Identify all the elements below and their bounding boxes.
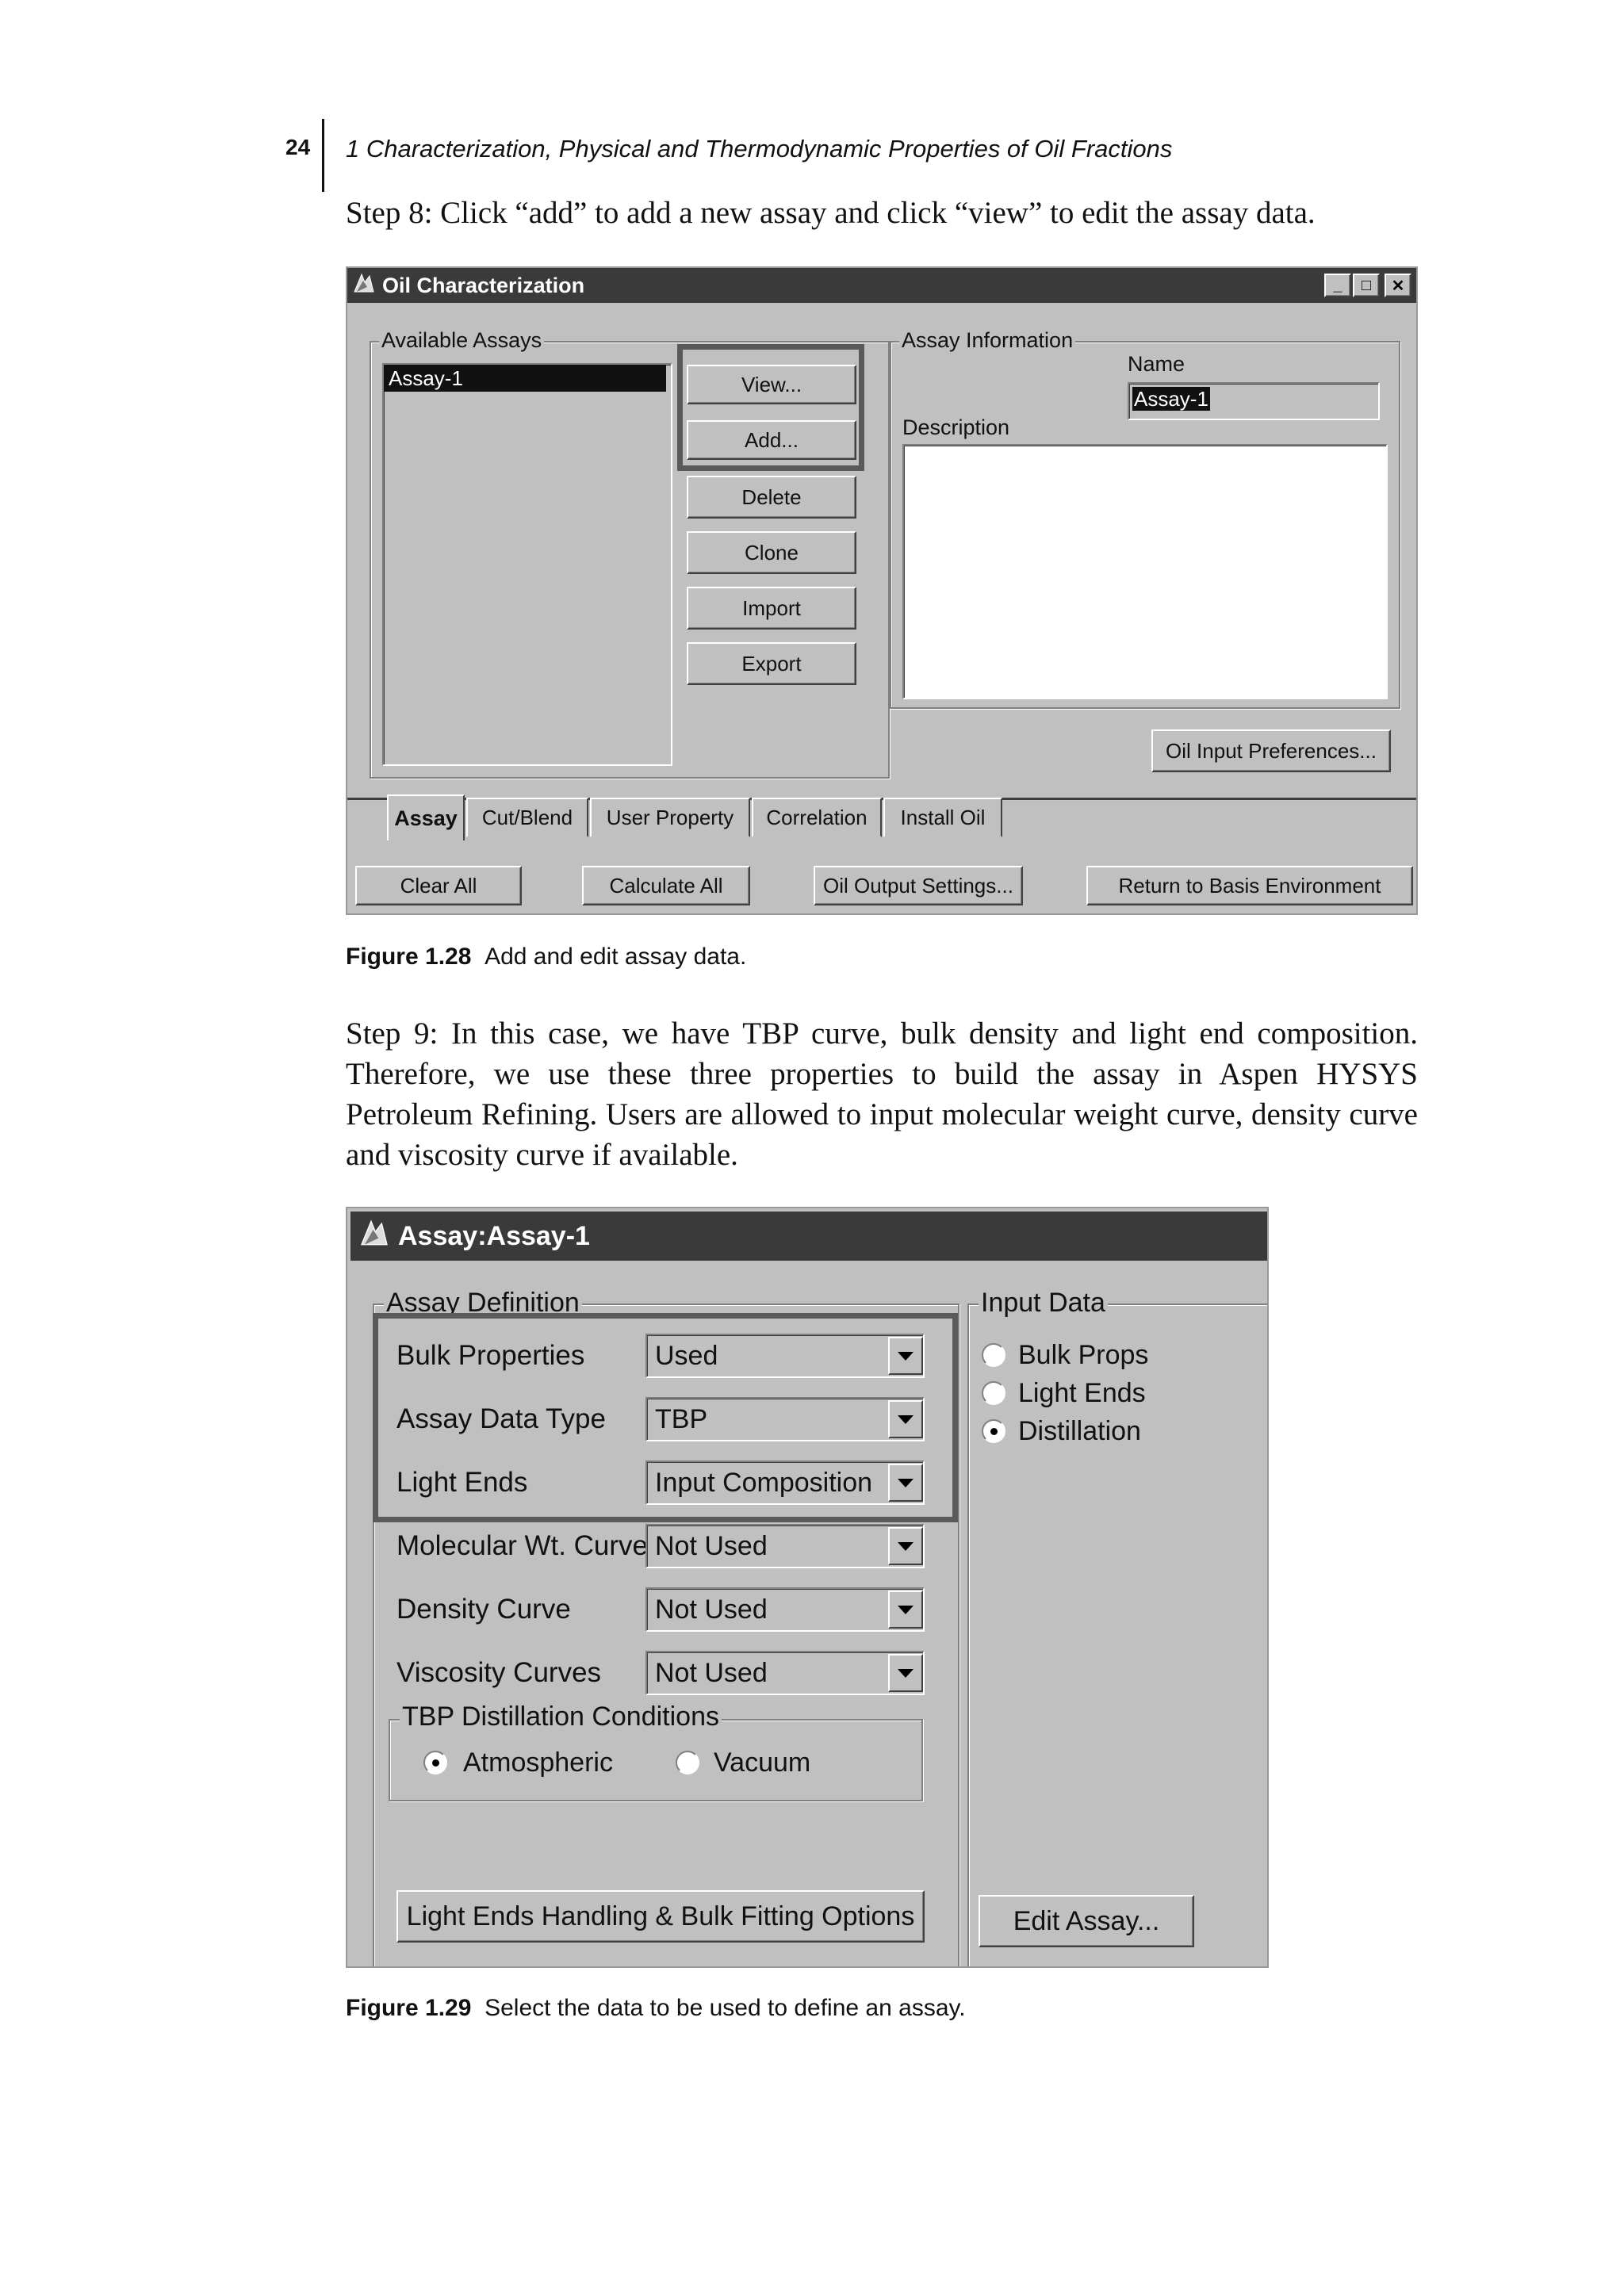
light-ends-select[interactable] (645, 1460, 925, 1505)
chevron-down-icon[interactable] (888, 1464, 923, 1502)
calculate-all-button[interactable]: Calculate All (582, 866, 750, 905)
light-ends-radio[interactable] (982, 1381, 1005, 1405)
light-ends-handling-button[interactable]: Light Ends Handling & Bulk Fitting Options (396, 1890, 925, 1943)
name-field-value: Assay-1 (1134, 387, 1208, 411)
assay-data-type-label: Assay Data Type (396, 1403, 606, 1434)
header-rule (322, 119, 324, 192)
add-button[interactable]: Add... (687, 420, 856, 460)
bulk-properties-label: Bulk Properties (396, 1340, 585, 1371)
chevron-down-icon[interactable] (888, 1337, 923, 1375)
chevron-down-icon[interactable] (888, 1527, 923, 1565)
bulk-props-radio[interactable] (982, 1343, 1005, 1367)
viscosity-curves-label: Viscosity Curves (396, 1657, 602, 1688)
window-titlebar (350, 1212, 1267, 1261)
running-head: 1 Characterization, Physical and Thermodynamic Properties of Oil Fractions (346, 135, 1173, 163)
window-title: Assay:Assay-1 (398, 1220, 590, 1251)
distillation-radio[interactable] (982, 1419, 1005, 1443)
maximize-button[interactable]: □ (1353, 274, 1380, 297)
viscosity-curves-select[interactable] (645, 1651, 925, 1695)
available-assays-label: Available Assays (379, 328, 544, 353)
vacuum-radio[interactable] (676, 1751, 699, 1774)
assay-information-label: Assay Information (899, 328, 1075, 353)
figure-1-28-label: Figure 1.28 (346, 944, 472, 970)
vacuum-label: Vacuum (714, 1748, 811, 1778)
minimize-button[interactable]: _ (1324, 274, 1351, 297)
light-ends-label: Light Ends (396, 1467, 528, 1498)
edit-assay-button[interactable]: Edit Assay... (979, 1895, 1194, 1947)
clear-all-button[interactable]: Clear All (355, 866, 522, 905)
molecular-wt-curve-select[interactable] (645, 1524, 925, 1568)
hysys-app-icon (352, 271, 376, 301)
tab-correlation[interactable]: Correlation (752, 798, 882, 837)
distillation-label: Distillation (1018, 1416, 1141, 1446)
assay-window (346, 1207, 1269, 1968)
oil-input-preferences-button[interactable]: Oil Input Preferences... (1151, 729, 1391, 772)
molecular-wt-curve-label: Molecular Wt. Curve (396, 1530, 649, 1561)
tab-cut-blend[interactable]: Cut/Blend (466, 798, 588, 837)
import-button[interactable]: Import (687, 587, 856, 630)
viscosity-curves-value: Not Used (655, 1657, 768, 1688)
list-item[interactable]: Assay-1 (384, 365, 666, 392)
tab-assay[interactable]: Assay (387, 794, 465, 840)
assay-data-type-select[interactable] (645, 1397, 925, 1441)
window-titlebar (347, 268, 1416, 303)
atmospheric-radio[interactable] (423, 1751, 447, 1774)
description-label: Description (902, 415, 1010, 439)
bulk-props-label: Bulk Props (1018, 1340, 1149, 1370)
radio-selected-dot (990, 1428, 998, 1435)
hysys-app-icon (358, 1217, 390, 1256)
input-data-label: Input Data (979, 1288, 1108, 1319)
name-field[interactable] (1128, 382, 1380, 420)
assay-list[interactable] (382, 363, 672, 766)
step-8-text: Step 8: Click “add” to add a new assay and click “view” to edit the assay data. (346, 196, 1316, 230)
light-ends-option-label: Light Ends (1018, 1378, 1146, 1408)
light-ends-value: Input Composition (655, 1467, 873, 1498)
tab-install-oil[interactable]: Install Oil (883, 798, 1002, 837)
assay-data-type-value: TBP (655, 1403, 708, 1434)
figure-1-29-text: Select the data to be used to define an assay. (485, 1995, 966, 2021)
page-number: 24 (285, 135, 311, 159)
window-title: Oil Characterization (382, 273, 585, 297)
density-curve-label: Density Curve (396, 1594, 571, 1625)
figure-1-29-caption (346, 1995, 966, 2022)
export-button[interactable]: Export (687, 642, 856, 685)
chevron-down-icon[interactable] (888, 1400, 923, 1438)
tbp-conditions-label: TBP Distillation Conditions (400, 1702, 722, 1732)
bulk-properties-value: Used (655, 1340, 718, 1371)
tab-user-property[interactable]: User Property (590, 798, 750, 837)
atmospheric-label: Atmospheric (463, 1748, 613, 1778)
figure-1-29-label: Figure 1.29 (346, 1995, 472, 2021)
assay-definition-label: Assay Definition (384, 1288, 582, 1319)
figure-1-28-text: Add and edit assay data. (485, 944, 747, 970)
clone-button[interactable]: Clone (687, 531, 856, 574)
density-curve-select[interactable] (645, 1587, 925, 1632)
bulk-properties-select[interactable] (645, 1334, 925, 1378)
density-curve-value: Not Used (655, 1594, 768, 1625)
radio-selected-dot (432, 1759, 439, 1767)
description-field[interactable] (902, 444, 1388, 699)
name-label: Name (1128, 352, 1185, 376)
molecular-wt-curve-value: Not Used (655, 1530, 768, 1561)
close-button[interactable]: ✕ (1385, 274, 1411, 297)
return-to-basis-button[interactable]: Return to Basis Environment (1086, 866, 1413, 905)
step-9-text: Step 9: In this case, we have TBP curve, bulk density and light end composition. Therefore, we use these three properties to build the assay in Aspen HYSYS Petroleum Refining. Users are allowed to input molecular weight curve, density curve and viscosity curve if available. (346, 1016, 1418, 1172)
view-button[interactable]: View... (687, 365, 856, 404)
oil-output-settings-button[interactable]: Oil Output Settings... (814, 866, 1023, 905)
oil-characterization-window (346, 266, 1418, 915)
chevron-down-icon[interactable] (888, 1591, 923, 1629)
figure-1-28-caption (346, 944, 746, 970)
chevron-down-icon[interactable] (888, 1654, 923, 1692)
delete-button[interactable]: Delete (687, 476, 856, 519)
